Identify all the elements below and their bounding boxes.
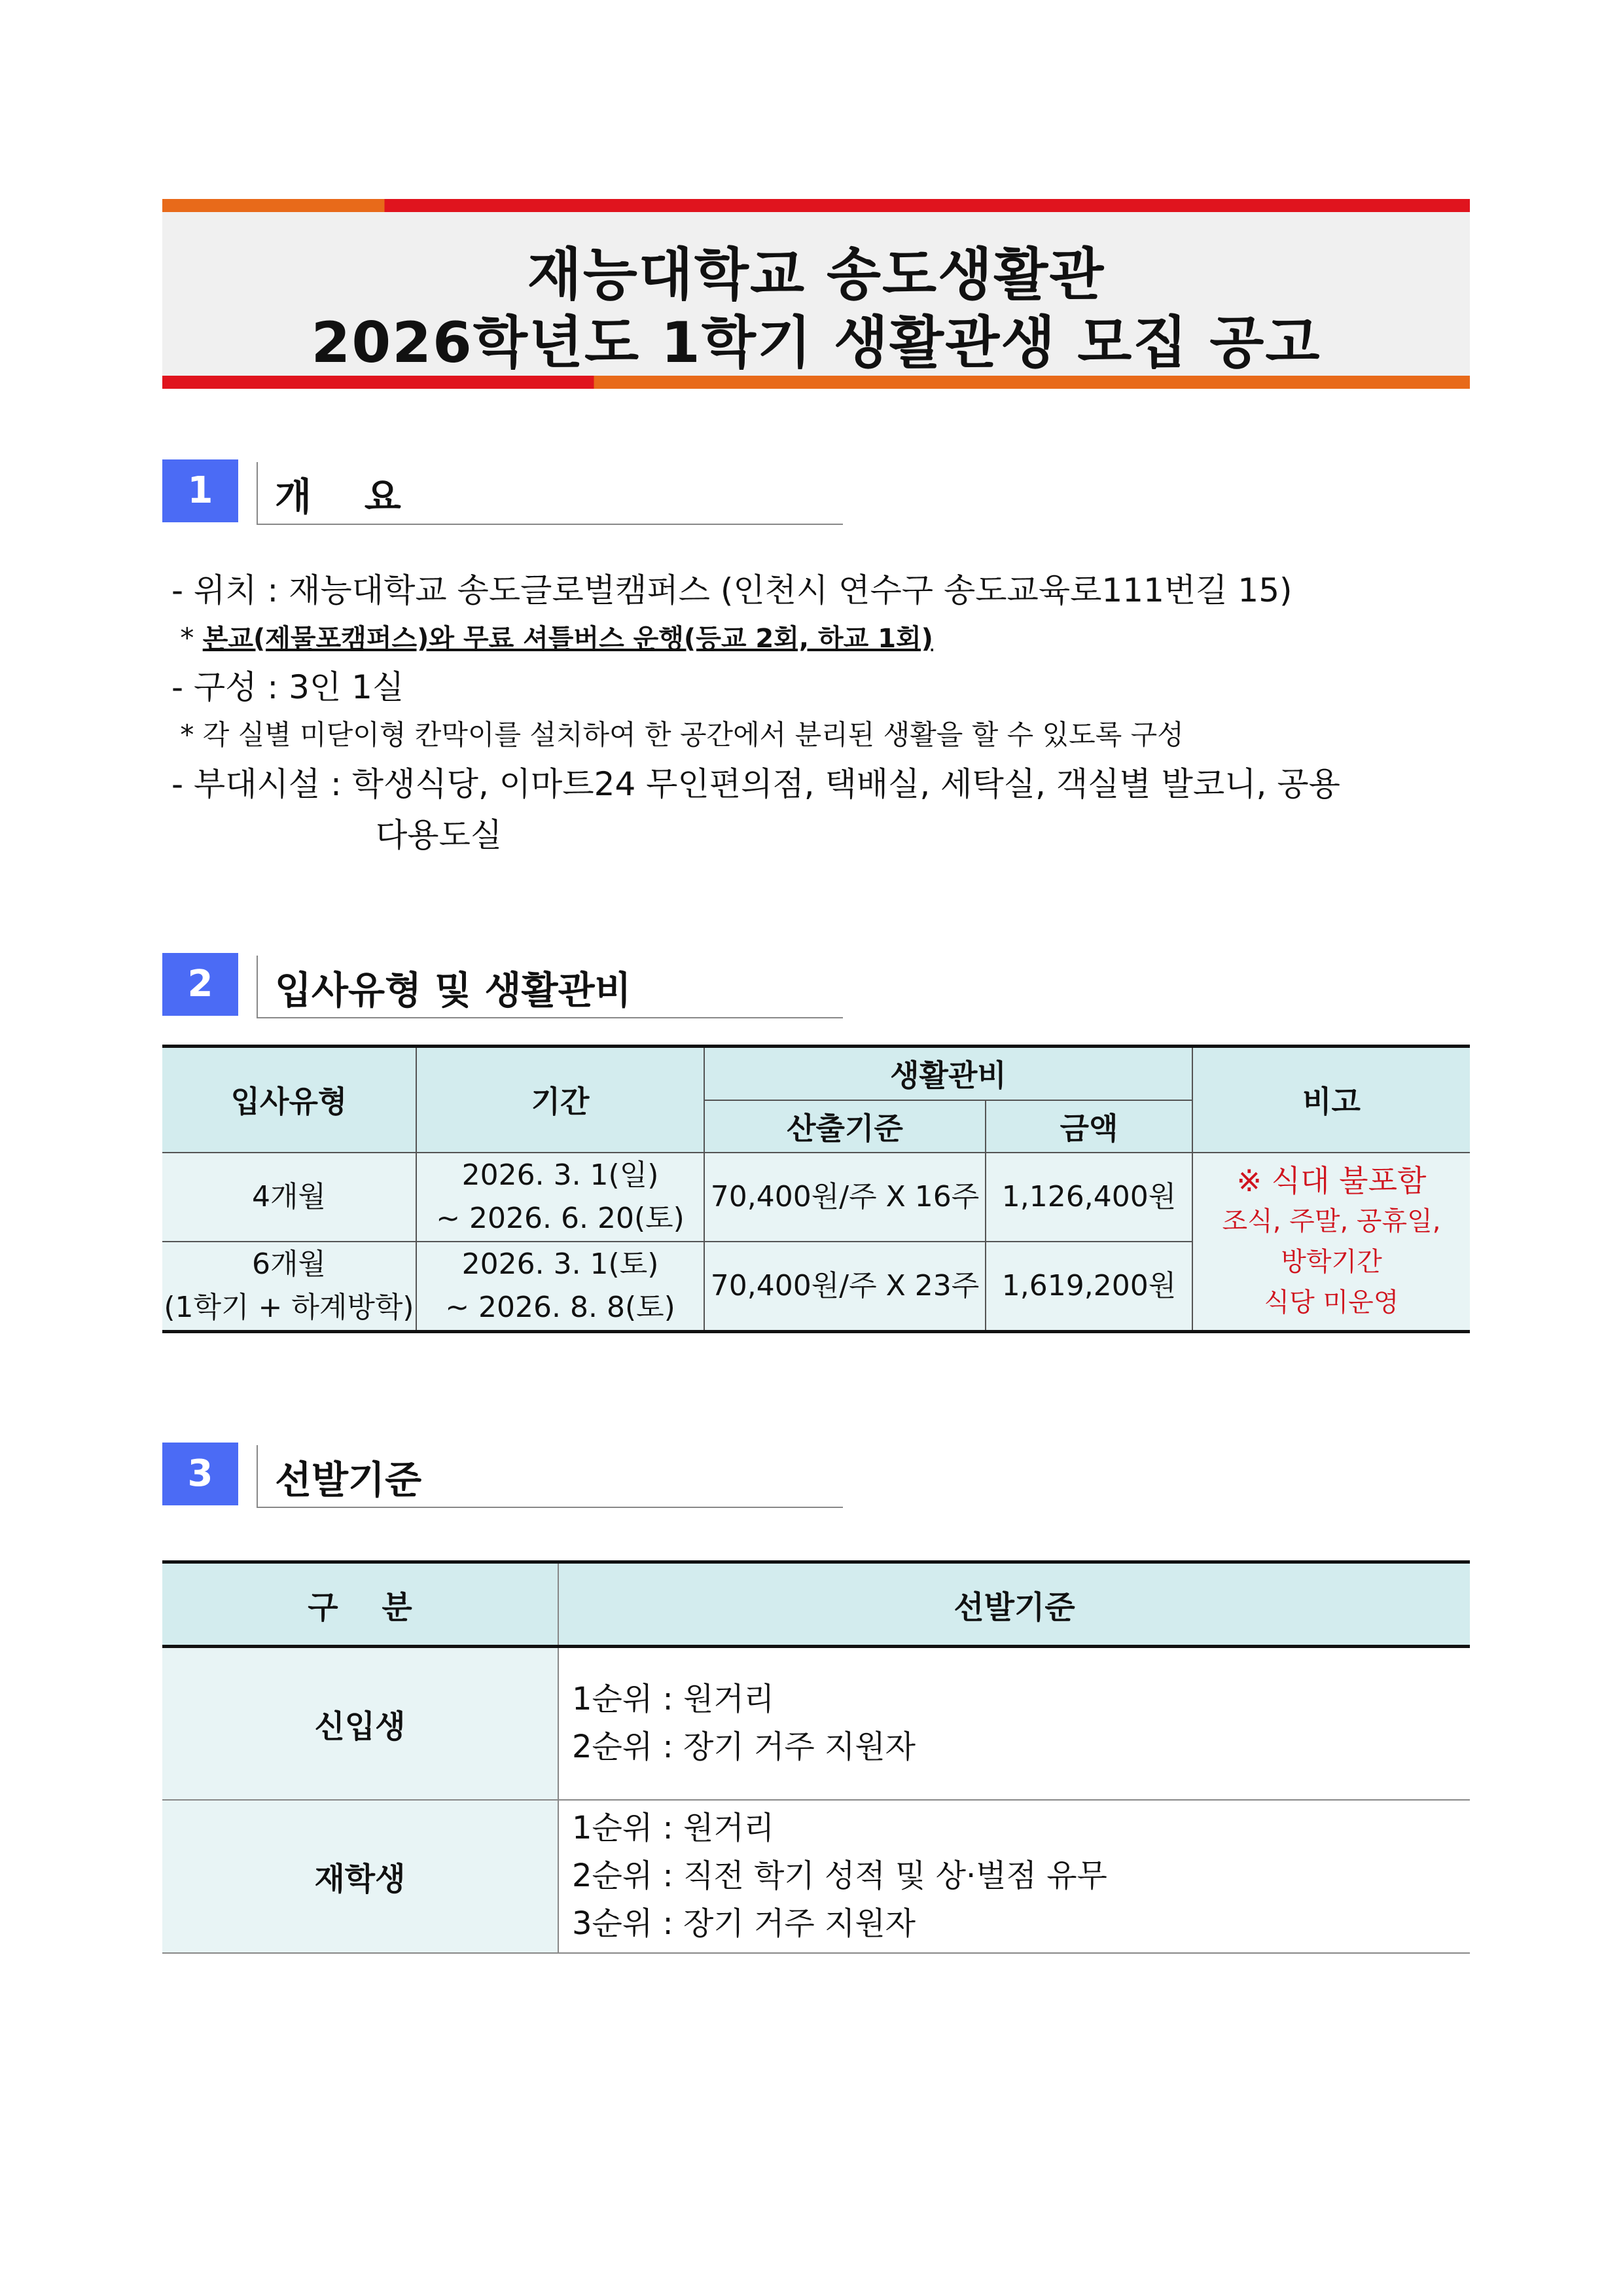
overview-shuttle <box>171 618 933 655</box>
row-type <box>162 1242 416 1332</box>
row-category: 신입생 <box>162 1647 558 1800</box>
section-underline <box>257 1507 843 1508</box>
row-basis: 70,400원/주 X 16주 <box>704 1153 986 1242</box>
criteria-item: 2순위 : 직전 학기 성적 및 상·벌점 유무 <box>572 1857 1107 1894</box>
period-end: ~ 2026. 8. 8(토) <box>445 1290 675 1324</box>
header-criteria: 선발기준 <box>558 1562 1470 1647</box>
note-line: 조식, 주말, 공휴일, <box>1222 1206 1441 1236</box>
criteria-item: 3순위 : 장기 거주 지원자 <box>572 1905 916 1942</box>
header-type: 입사유형 <box>162 1047 416 1153</box>
period-start: 2026. 3. 1(토) <box>461 1247 659 1281</box>
criteria-item: 1순위 : 원거리 <box>572 1810 775 1846</box>
row-note <box>1192 1153 1470 1332</box>
header-note: 비고 <box>1192 1047 1470 1153</box>
title-line-1: 재능대학교 송도생활관 <box>527 242 1105 308</box>
overview-facilities-cont: 다용도실 <box>376 816 503 854</box>
note-line: 방학기간 <box>1281 1246 1382 1277</box>
section-1-header <box>162 459 843 525</box>
section-number: 3 <box>162 1443 238 1505</box>
row-category: 재학생 <box>162 1800 558 1953</box>
overview-composition: - 구성 : 3인 1실 <box>171 668 404 706</box>
overview-facilities: - 부대시설 : 학생식당, 이마트24 무인편의점, 택배실, 세탁실, 객실별 발코니, 공용 <box>171 765 1340 803</box>
section-number: 1 <box>162 459 238 522</box>
title-line-2: 2026학년도 1학기 생활관생 모집 공고 <box>311 310 1321 376</box>
section-title: 개 요 <box>275 475 401 519</box>
row-period <box>416 1242 704 1332</box>
section-divider <box>257 1445 258 1508</box>
section-number: 2 <box>162 953 238 1016</box>
header-amount: 금액 <box>986 1100 1192 1153</box>
row-criteria <box>558 1800 1470 1953</box>
row-amount: 1,126,400원 <box>986 1153 1192 1242</box>
fee-table <box>162 1045 1470 1333</box>
header-fee: 생활관비 <box>704 1047 1192 1100</box>
title-bottom-stripe <box>162 376 1470 389</box>
row-type <box>162 1153 416 1242</box>
row-period <box>416 1153 704 1242</box>
section-2-header <box>162 953 843 1018</box>
selection-table <box>162 1560 1470 1954</box>
title-banner <box>162 199 1470 389</box>
overview-composition-note: * 각 실별 미닫이형 칸막이를 설치하여 한 공간에서 분리된 생활을 할 수 있도록 구성 <box>171 719 1184 751</box>
table-row <box>162 1153 1470 1242</box>
section-underline <box>257 524 843 525</box>
period-start: 2026. 3. 1(일) <box>461 1158 659 1192</box>
row-amount: 1,619,200원 <box>986 1242 1192 1332</box>
section-title: 입사유형 및 생활관비 <box>275 968 632 1013</box>
type-label: 4개월 <box>251 1179 326 1213</box>
table-row <box>162 1647 1470 1800</box>
row-criteria <box>558 1647 1470 1800</box>
shuttle-asterisk: * <box>171 622 203 654</box>
header-basis: 산출기준 <box>704 1100 986 1153</box>
type-label: 6개월 <box>251 1247 326 1281</box>
criteria-item: 2순위 : 장기 거주 지원자 <box>572 1729 916 1766</box>
criteria-item: 1순위 : 원거리 <box>572 1681 775 1718</box>
title-top-stripe <box>162 199 1470 212</box>
type-sublabel: (1학기 + 하계방학) <box>164 1290 414 1324</box>
section-3-header <box>162 1443 843 1508</box>
table-row <box>162 1800 1470 1953</box>
overview-location: - 위치 : 재능대학교 송도글로벌캠퍼스 (인천시 연수구 송도교육로111번길 15) <box>171 571 1293 609</box>
header-category: 구 분 <box>162 1562 558 1647</box>
shuttle-text: 본교(제물포캠퍼스)와 무료 셔틀버스 운행(등교 2회, 하교 1회) <box>202 624 933 654</box>
note-line: 식당 미운영 <box>1264 1287 1399 1318</box>
section-divider <box>257 956 258 1018</box>
header-period: 기간 <box>416 1047 704 1153</box>
period-end: ~ 2026. 6. 20(토) <box>436 1201 685 1235</box>
section-divider <box>257 462 258 525</box>
row-basis: 70,400원/주 X 23주 <box>704 1242 986 1332</box>
section-underline <box>257 1017 843 1018</box>
section-title: 선발기준 <box>275 1458 422 1502</box>
note-line: ※ 식대 불포함 <box>1236 1162 1427 1198</box>
